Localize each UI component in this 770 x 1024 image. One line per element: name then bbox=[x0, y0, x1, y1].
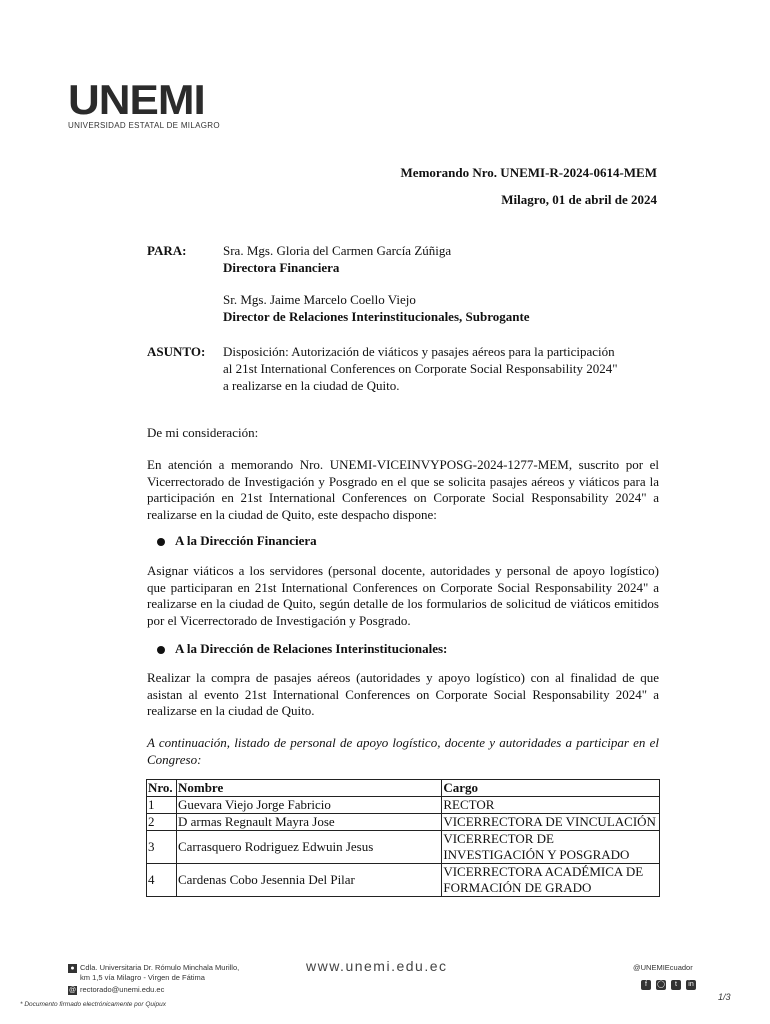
row-cargo: VICERRECTORA DE VINCULACIÓN bbox=[442, 814, 660, 831]
footer-website[interactable]: www.unemi.edu.ec bbox=[306, 958, 448, 974]
email-icon: @ bbox=[68, 986, 77, 994]
memo-number: Memorando Nro. UNEMI-R-2024-0614-MEM bbox=[400, 165, 657, 180]
linkedin-icon[interactable]: in bbox=[686, 980, 696, 990]
recipient-2-role: Director de Relaciones Interinstitucionales, Subrogante bbox=[223, 309, 530, 324]
footer-address-1 bbox=[68, 963, 239, 973]
row-cargo: RECTOR bbox=[442, 797, 660, 814]
recipient-1-name: Sra. Mgs. Gloria del Carmen García Zúñiga bbox=[223, 243, 452, 258]
university-logo-subtitle: UNIVERSIDAD ESTATAL DE MILAGRO bbox=[68, 121, 220, 130]
table-row bbox=[147, 831, 660, 864]
table-row bbox=[147, 864, 660, 897]
footer-email-row bbox=[68, 985, 164, 995]
table-row bbox=[147, 797, 660, 814]
row-nro: 3 bbox=[147, 831, 177, 864]
recipient-1-role: Directora Financiera bbox=[223, 260, 340, 275]
signed-note: * Documento firmado electrónicamente por Quipux bbox=[20, 1001, 166, 1008]
asunto-label: ASUNTO: bbox=[147, 344, 206, 359]
row-nombre: Carrasquero Rodriguez Edwuin Jesus bbox=[176, 831, 441, 864]
staff-table bbox=[146, 779, 660, 897]
row-cargo: VICERRECTOR DE INVESTIGACIÓN Y POSGRADO bbox=[442, 831, 660, 864]
footer-email[interactable]: rectorado@unemi.edu.ec bbox=[80, 985, 165, 994]
header-cargo: Cargo bbox=[442, 780, 660, 797]
asunto-line-2: al 21st International Conferences on Corporate Social Responsability 2024" bbox=[223, 361, 618, 376]
row-nro: 4 bbox=[147, 864, 177, 897]
asunto-line-3: a realizarse en la ciudad de Quito. bbox=[223, 378, 400, 393]
header-nombre: Nombre bbox=[176, 780, 441, 797]
location-icon: ● bbox=[68, 964, 77, 973]
table-row bbox=[147, 814, 660, 831]
row-nro: 2 bbox=[147, 814, 177, 831]
university-logo: UNEMI bbox=[68, 77, 205, 124]
table-header-row bbox=[147, 780, 660, 797]
facebook-icon[interactable]: f bbox=[641, 980, 651, 990]
bullet-icon bbox=[157, 538, 165, 546]
footer-social-handle: @UNEMIEcuador bbox=[633, 963, 693, 972]
instagram-icon[interactable]: ◯ bbox=[657, 981, 665, 988]
section-1-paragraph: Asignar viáticos a los servidores (personal docente, autoridades y personal de apoyo logístico) que participaran en 21st International Conferences on Corporate Social Responsability 2024" a realizarse en la ciudad de Quito, según detalle de los formularios de solicitud de viáticos emitidos por el Vicerrectorado de Investigación y Posgrado. bbox=[147, 563, 659, 628]
social-icons bbox=[636, 973, 696, 991]
para-label: PARA: bbox=[147, 243, 187, 258]
section-2-title: A la Dirección de Relaciones Interinstitucionales: bbox=[175, 641, 448, 656]
twitter-icon[interactable]: t bbox=[671, 980, 681, 990]
row-nombre: Cardenas Cobo Jesennia Del Pilar bbox=[176, 864, 441, 897]
section-1-title: A la Dirección Financiera bbox=[175, 533, 317, 548]
bullet-icon bbox=[157, 646, 165, 654]
section-2-paragraph: Realizar la compra de pasajes aéreos (autoridades y apoyo logístico) con al finalidad de que asistan al evento 21st International Conferences on Corporate Social Responsability 2024" a realizarse en la ciudad de Quito. bbox=[147, 670, 659, 719]
row-nombre: D armas Regnault Mayra Jose bbox=[176, 814, 441, 831]
address-line-1: Cdla. Universitaria Dr. Rómulo Minchala Murillo, bbox=[80, 963, 240, 972]
row-nro: 1 bbox=[147, 797, 177, 814]
row-cargo: VICERRECTORA ACADÉMICA DE FORMACIÓN DE GRADO bbox=[442, 864, 660, 897]
list-intro: A continuación, listado de personal de apoyo logístico, docente y autoridades a participar en el Congreso: bbox=[147, 735, 659, 767]
header-nro: Nro. bbox=[147, 780, 177, 797]
intro-paragraph: En atención a memorando Nro. UNEMI-VICEINVYPOSG-2024-1277-MEM, suscrito por el Vicerrectorado de Investigación y Posgrado en el que se solicita pasajes aéreos y viáticos para la participación en 21st International Conferences on Corporate Social Responsability 2024" a realizarse en la ciudad de Quito, este despacho dispone: bbox=[147, 457, 659, 522]
row-nombre: Guevara Viejo Jorge Fabricio bbox=[176, 797, 441, 814]
greeting: De mi consideración: bbox=[147, 425, 259, 440]
asunto-line-1: Disposición: Autorización de viáticos y pasajes aéreos para la participación bbox=[223, 344, 615, 359]
page-number: 1/3 bbox=[718, 992, 731, 1002]
memo-place-date: Milagro, 01 de abril de 2024 bbox=[501, 192, 657, 207]
footer-address-2: km 1,5 vía Milagro - Virgen de Fátima bbox=[80, 973, 205, 982]
recipient-2-name: Sr. Mgs. Jaime Marcelo Coello Viejo bbox=[223, 292, 416, 307]
